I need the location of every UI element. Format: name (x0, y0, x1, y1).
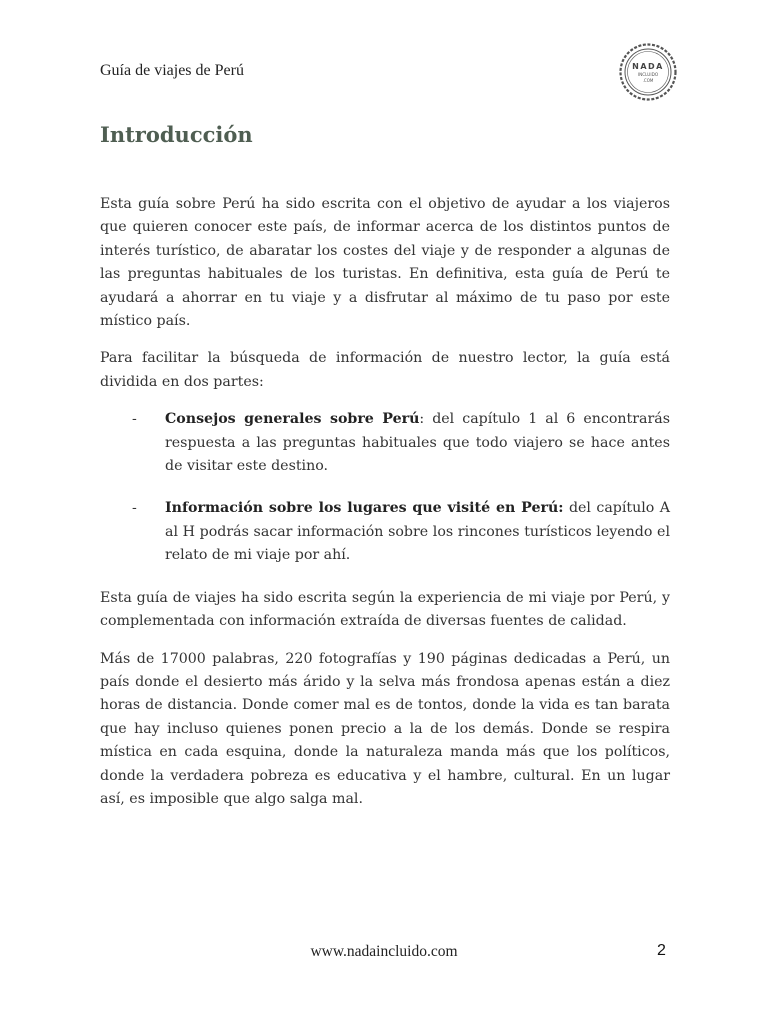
list-item-bold: Información sobre los lugares que visité en Perú: (165, 500, 564, 517)
body-content (100, 193, 670, 825)
list-item (100, 408, 670, 478)
sources-paragraph: Esta guía de viajes ha sido escrita según la experiencia de mi viaje por Perú, y complementada con información extraída de diversas fuentes de calidad. (100, 589, 670, 630)
list-item-bold: Consejos generales sobre Perú (165, 411, 420, 428)
page-number: 2 (657, 942, 666, 959)
header-title: Guía de viajes de Perú (100, 62, 244, 79)
list-item-text: del capítulo A al H podrás sacar información sobre los rincones turísticos leyendo el relato de mi viaje por ahí. (165, 500, 671, 564)
footer-url[interactable]: www.nadaincluido.com (310, 943, 458, 960)
list-dash: - (132, 411, 137, 428)
guide-parts-list (100, 408, 670, 567)
list-item (100, 497, 670, 567)
closing-paragraph: Más de 17000 palabras, 220 fotografías y 190 páginas dedicadas a Perú, un país donde el desierto más árido y la selva más frondosa apenas están a diez horas de distancia. Donde comer mal es de tontos, donde la vida es tan barata que hay incluso quienes ponen precio a la de los demás. Donde se respira mística en cada esquina, donde la naturaleza manda más que los políticos, donde la verdadera pobreza es educativa y el hambre, cultural. En un lugar así, es imposible que algo salga mal. (100, 650, 670, 807)
nada-incluido-logo-icon (618, 42, 678, 102)
logo-text-bottom: .COM (642, 78, 654, 83)
intro-paragraph: Esta guía sobre Perú ha sido escrita con el objetivo de ayudar a los viajeros que quieren conocer este país, de informar acerca de los distintos puntos de interés turístico, de abaratar los costes del viaje y de responder a algunas de las preguntas habituales de los turistas. En definitiva, esta guía de Perú te ayudará a ahorrar en tu viaje y a disfrutar al máximo de tu paso por este místico país. (100, 196, 670, 330)
section-heading: Introducción (100, 122, 253, 147)
list-item-text: : del capítulo 1 al 6 encontrarás respuesta a las preguntas habituales que todo viajero se hace antes de visitar este destino. (165, 411, 670, 475)
list-dash: - (132, 500, 137, 517)
structure-paragraph: Para facilitar la búsqueda de información de nuestro lector, la guía está dividida en dos partes: (100, 350, 670, 390)
logo-text-top: NADA (632, 62, 664, 71)
logo-text-middle: INCLUIDO (637, 72, 659, 77)
